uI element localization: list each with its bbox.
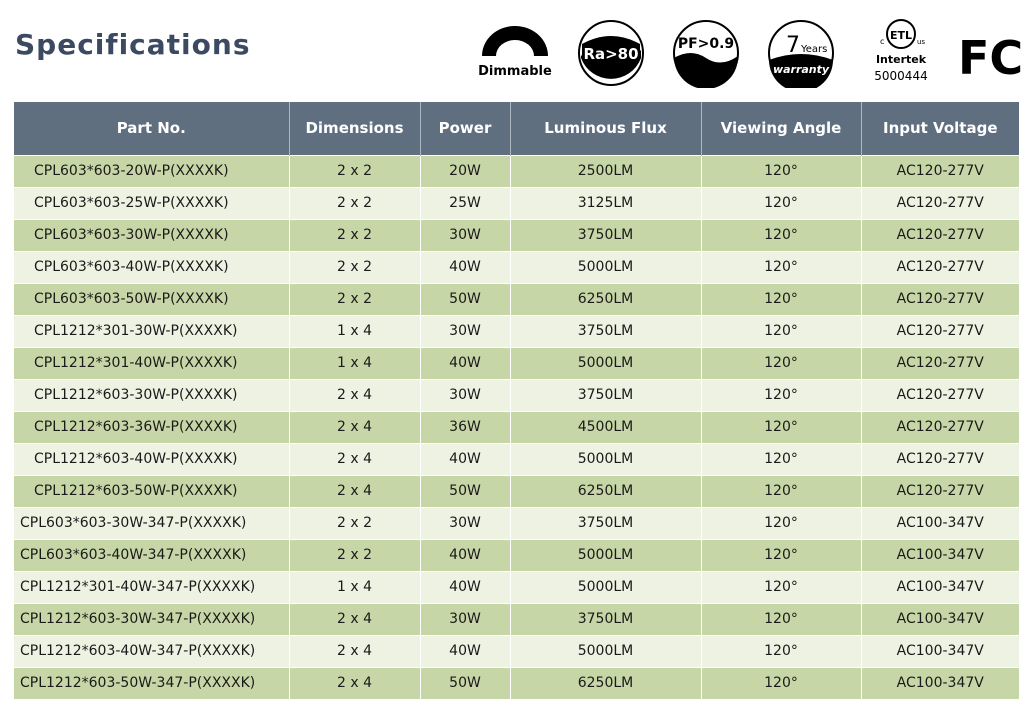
- part-number-cell: CPL1212*603-40W-P(XXXXK): [14, 443, 289, 475]
- etl-company: Intertek: [875, 53, 927, 66]
- power-cell: 40W: [420, 539, 510, 571]
- part-number-cell: CPL603*603-30W-P(XXXXK): [14, 219, 289, 251]
- input-voltage-cell: AC120-277V: [861, 379, 1019, 411]
- power-cell: 40W: [420, 443, 510, 475]
- table-row: [14, 443, 1019, 475]
- etl-listed-icon: [866, 18, 936, 88]
- part-number-cell: CPL1212*603-40W-347-P(XXXXK): [14, 635, 289, 667]
- etl-c: c: [880, 37, 885, 46]
- table-row: [14, 539, 1019, 571]
- luminous-flux-cell: 3125LM: [510, 187, 701, 219]
- power-cell: 20W: [420, 155, 510, 187]
- input-voltage-cell: AC100-347V: [861, 635, 1019, 667]
- warranty-years-number: 7: [786, 33, 800, 58]
- viewing-angle-cell: 120°: [701, 667, 861, 699]
- header-dimensions: Dimensions: [289, 102, 420, 155]
- input-voltage-cell: AC120-277V: [861, 315, 1019, 347]
- power-cell: 50W: [420, 283, 510, 315]
- input-voltage-cell: AC120-277V: [861, 443, 1019, 475]
- luminous-flux-cell: 5000LM: [510, 443, 701, 475]
- luminous-flux-cell: 3750LM: [510, 315, 701, 347]
- input-voltage-cell: AC100-347V: [861, 507, 1019, 539]
- header-input-voltage: Input Voltage: [861, 102, 1019, 155]
- part-number-cell: CPL1212*301-40W-P(XXXXK): [14, 347, 289, 379]
- power-cell: 40W: [420, 571, 510, 603]
- viewing-angle-cell: 120°: [701, 635, 861, 667]
- viewing-angle-cell: 120°: [701, 347, 861, 379]
- viewing-angle-cell: 120°: [701, 571, 861, 603]
- viewing-angle-cell: 120°: [701, 251, 861, 283]
- input-voltage-cell: AC100-347V: [861, 603, 1019, 635]
- luminous-flux-cell: 5000LM: [510, 251, 701, 283]
- power-cell: 36W: [420, 411, 510, 443]
- part-number-cell: CPL603*603-30W-347-P(XXXXK): [14, 507, 289, 539]
- warranty-years-word: Years: [801, 44, 828, 55]
- luminous-flux-cell: 6250LM: [510, 475, 701, 507]
- luminous-flux-cell: 4500LM: [510, 411, 701, 443]
- header-viewing-angle: Viewing Angle: [701, 102, 861, 155]
- dimmable-icon: [476, 18, 554, 88]
- viewing-angle-cell: 120°: [701, 603, 861, 635]
- viewing-angle-cell: 120°: [701, 315, 861, 347]
- table-row: [14, 411, 1019, 443]
- input-voltage-cell: AC120-277V: [861, 475, 1019, 507]
- dimensions-cell: 2 x 2: [289, 155, 420, 187]
- part-number-cell: CPL1212*603-50W-347-P(XXXXK): [14, 667, 289, 699]
- viewing-angle-cell: 120°: [701, 187, 861, 219]
- part-number-cell: CPL1212*603-50W-P(XXXXK): [14, 475, 289, 507]
- power-cell: 50W: [420, 475, 510, 507]
- fcc-label: FC: [958, 31, 1024, 85]
- table-row: [14, 219, 1019, 251]
- ra-label: Ra>80: [583, 45, 639, 63]
- certification-badges: [476, 18, 1026, 90]
- table-row: [14, 155, 1019, 187]
- power-cell: 25W: [420, 187, 510, 219]
- table-row: [14, 187, 1019, 219]
- dimensions-cell: 2 x 4: [289, 667, 420, 699]
- input-voltage-cell: AC100-347V: [861, 667, 1019, 699]
- fcc-icon: [956, 18, 1026, 88]
- input-voltage-cell: AC100-347V: [861, 571, 1019, 603]
- header-power: Power: [420, 102, 510, 155]
- dimensions-cell: 2 x 4: [289, 475, 420, 507]
- dimensions-cell: 2 x 2: [289, 507, 420, 539]
- luminous-flux-cell: 6250LM: [510, 283, 701, 315]
- dimmable-label: Dimmable: [478, 64, 552, 79]
- part-number-cell: CPL1212*301-40W-347-P(XXXXK): [14, 571, 289, 603]
- luminous-flux-cell: 6250LM: [510, 667, 701, 699]
- dimensions-cell: 2 x 2: [289, 283, 420, 315]
- luminous-flux-cell: 3750LM: [510, 603, 701, 635]
- power-factor-icon: [671, 18, 741, 88]
- warranty-word: warranty: [772, 63, 830, 76]
- table-row: [14, 475, 1019, 507]
- dimensions-cell: 2 x 2: [289, 219, 420, 251]
- viewing-angle-cell: 120°: [701, 379, 861, 411]
- table-row: [14, 347, 1019, 379]
- power-cell: 30W: [420, 379, 510, 411]
- power-cell: 30W: [420, 603, 510, 635]
- input-voltage-cell: AC120-277V: [861, 155, 1019, 187]
- power-cell: 40W: [420, 635, 510, 667]
- viewing-angle-cell: 120°: [701, 507, 861, 539]
- luminous-flux-cell: 5000LM: [510, 635, 701, 667]
- part-number-cell: CPL1212*603-30W-P(XXXXK): [14, 379, 289, 411]
- part-number-cell: CPL603*603-40W-347-P(XXXXK): [14, 539, 289, 571]
- luminous-flux-cell: 5000LM: [510, 347, 701, 379]
- etl-mark: ETL: [889, 29, 913, 42]
- luminous-flux-cell: 3750LM: [510, 219, 701, 251]
- dimensions-cell: 2 x 2: [289, 539, 420, 571]
- luminous-flux-cell: 5000LM: [510, 571, 701, 603]
- part-number-cell: CPL603*603-25W-P(XXXXK): [14, 187, 289, 219]
- table-row: [14, 635, 1019, 667]
- power-cell: 30W: [420, 219, 510, 251]
- input-voltage-cell: AC120-277V: [861, 251, 1019, 283]
- table-row: [14, 667, 1019, 699]
- table-row: [14, 603, 1019, 635]
- viewing-angle-cell: 120°: [701, 283, 861, 315]
- viewing-angle-cell: 120°: [701, 475, 861, 507]
- part-number-cell: CPL1212*603-36W-P(XXXXK): [14, 411, 289, 443]
- ra-icon: [576, 18, 646, 88]
- power-cell: 30W: [420, 507, 510, 539]
- dimensions-cell: 2 x 4: [289, 603, 420, 635]
- header-part-no: Part No.: [14, 102, 289, 155]
- warranty-icon: [766, 18, 836, 88]
- part-number-cell: CPL603*603-20W-P(XXXXK): [14, 155, 289, 187]
- input-voltage-cell: AC120-277V: [861, 187, 1019, 219]
- luminous-flux-cell: 2500LM: [510, 155, 701, 187]
- input-voltage-cell: AC100-347V: [861, 539, 1019, 571]
- viewing-angle-cell: 120°: [701, 443, 861, 475]
- table-body: [14, 155, 1019, 699]
- dimensions-cell: 2 x 4: [289, 411, 420, 443]
- luminous-flux-cell: 3750LM: [510, 379, 701, 411]
- power-cell: 40W: [420, 347, 510, 379]
- part-number-cell: CPL603*603-50W-P(XXXXK): [14, 283, 289, 315]
- table-row: [14, 251, 1019, 283]
- etl-number: 5000444: [874, 69, 928, 83]
- dimensions-cell: 2 x 4: [289, 379, 420, 411]
- dimensions-cell: 1 x 4: [289, 315, 420, 347]
- input-voltage-cell: AC120-277V: [861, 283, 1019, 315]
- part-number-cell: CPL1212*603-30W-347-P(XXXXK): [14, 603, 289, 635]
- table-row: [14, 379, 1019, 411]
- dimensions-cell: 2 x 2: [289, 251, 420, 283]
- viewing-angle-cell: 120°: [701, 155, 861, 187]
- luminous-flux-cell: 3750LM: [510, 507, 701, 539]
- luminous-flux-cell: 5000LM: [510, 539, 701, 571]
- power-cell: 40W: [420, 251, 510, 283]
- power-cell: 30W: [420, 315, 510, 347]
- part-number-cell: CPL603*603-40W-P(XXXXK): [14, 251, 289, 283]
- dimensions-cell: 2 x 4: [289, 635, 420, 667]
- viewing-angle-cell: 120°: [701, 219, 861, 251]
- input-voltage-cell: AC120-277V: [861, 411, 1019, 443]
- table-row: [14, 507, 1019, 539]
- table-row: [14, 571, 1019, 603]
- specifications-table: [14, 102, 1019, 699]
- dimensions-cell: 1 x 4: [289, 571, 420, 603]
- table-row: [14, 283, 1019, 315]
- header-luminous-flux: Luminous Flux: [510, 102, 701, 155]
- viewing-angle-cell: 120°: [701, 539, 861, 571]
- table-header-row: [14, 102, 1019, 155]
- pf-label: PF>0.9: [677, 36, 735, 52]
- etl-us: us: [917, 38, 926, 46]
- page-title: Specifications: [15, 28, 251, 61]
- table-row: [14, 315, 1019, 347]
- viewing-angle-cell: 120°: [701, 411, 861, 443]
- power-cell: 50W: [420, 667, 510, 699]
- part-number-cell: CPL1212*301-30W-P(XXXXK): [14, 315, 289, 347]
- dimensions-cell: 2 x 2: [289, 187, 420, 219]
- dimensions-cell: 1 x 4: [289, 347, 420, 379]
- dimensions-cell: 2 x 4: [289, 443, 420, 475]
- input-voltage-cell: AC120-277V: [861, 347, 1019, 379]
- input-voltage-cell: AC120-277V: [861, 219, 1019, 251]
